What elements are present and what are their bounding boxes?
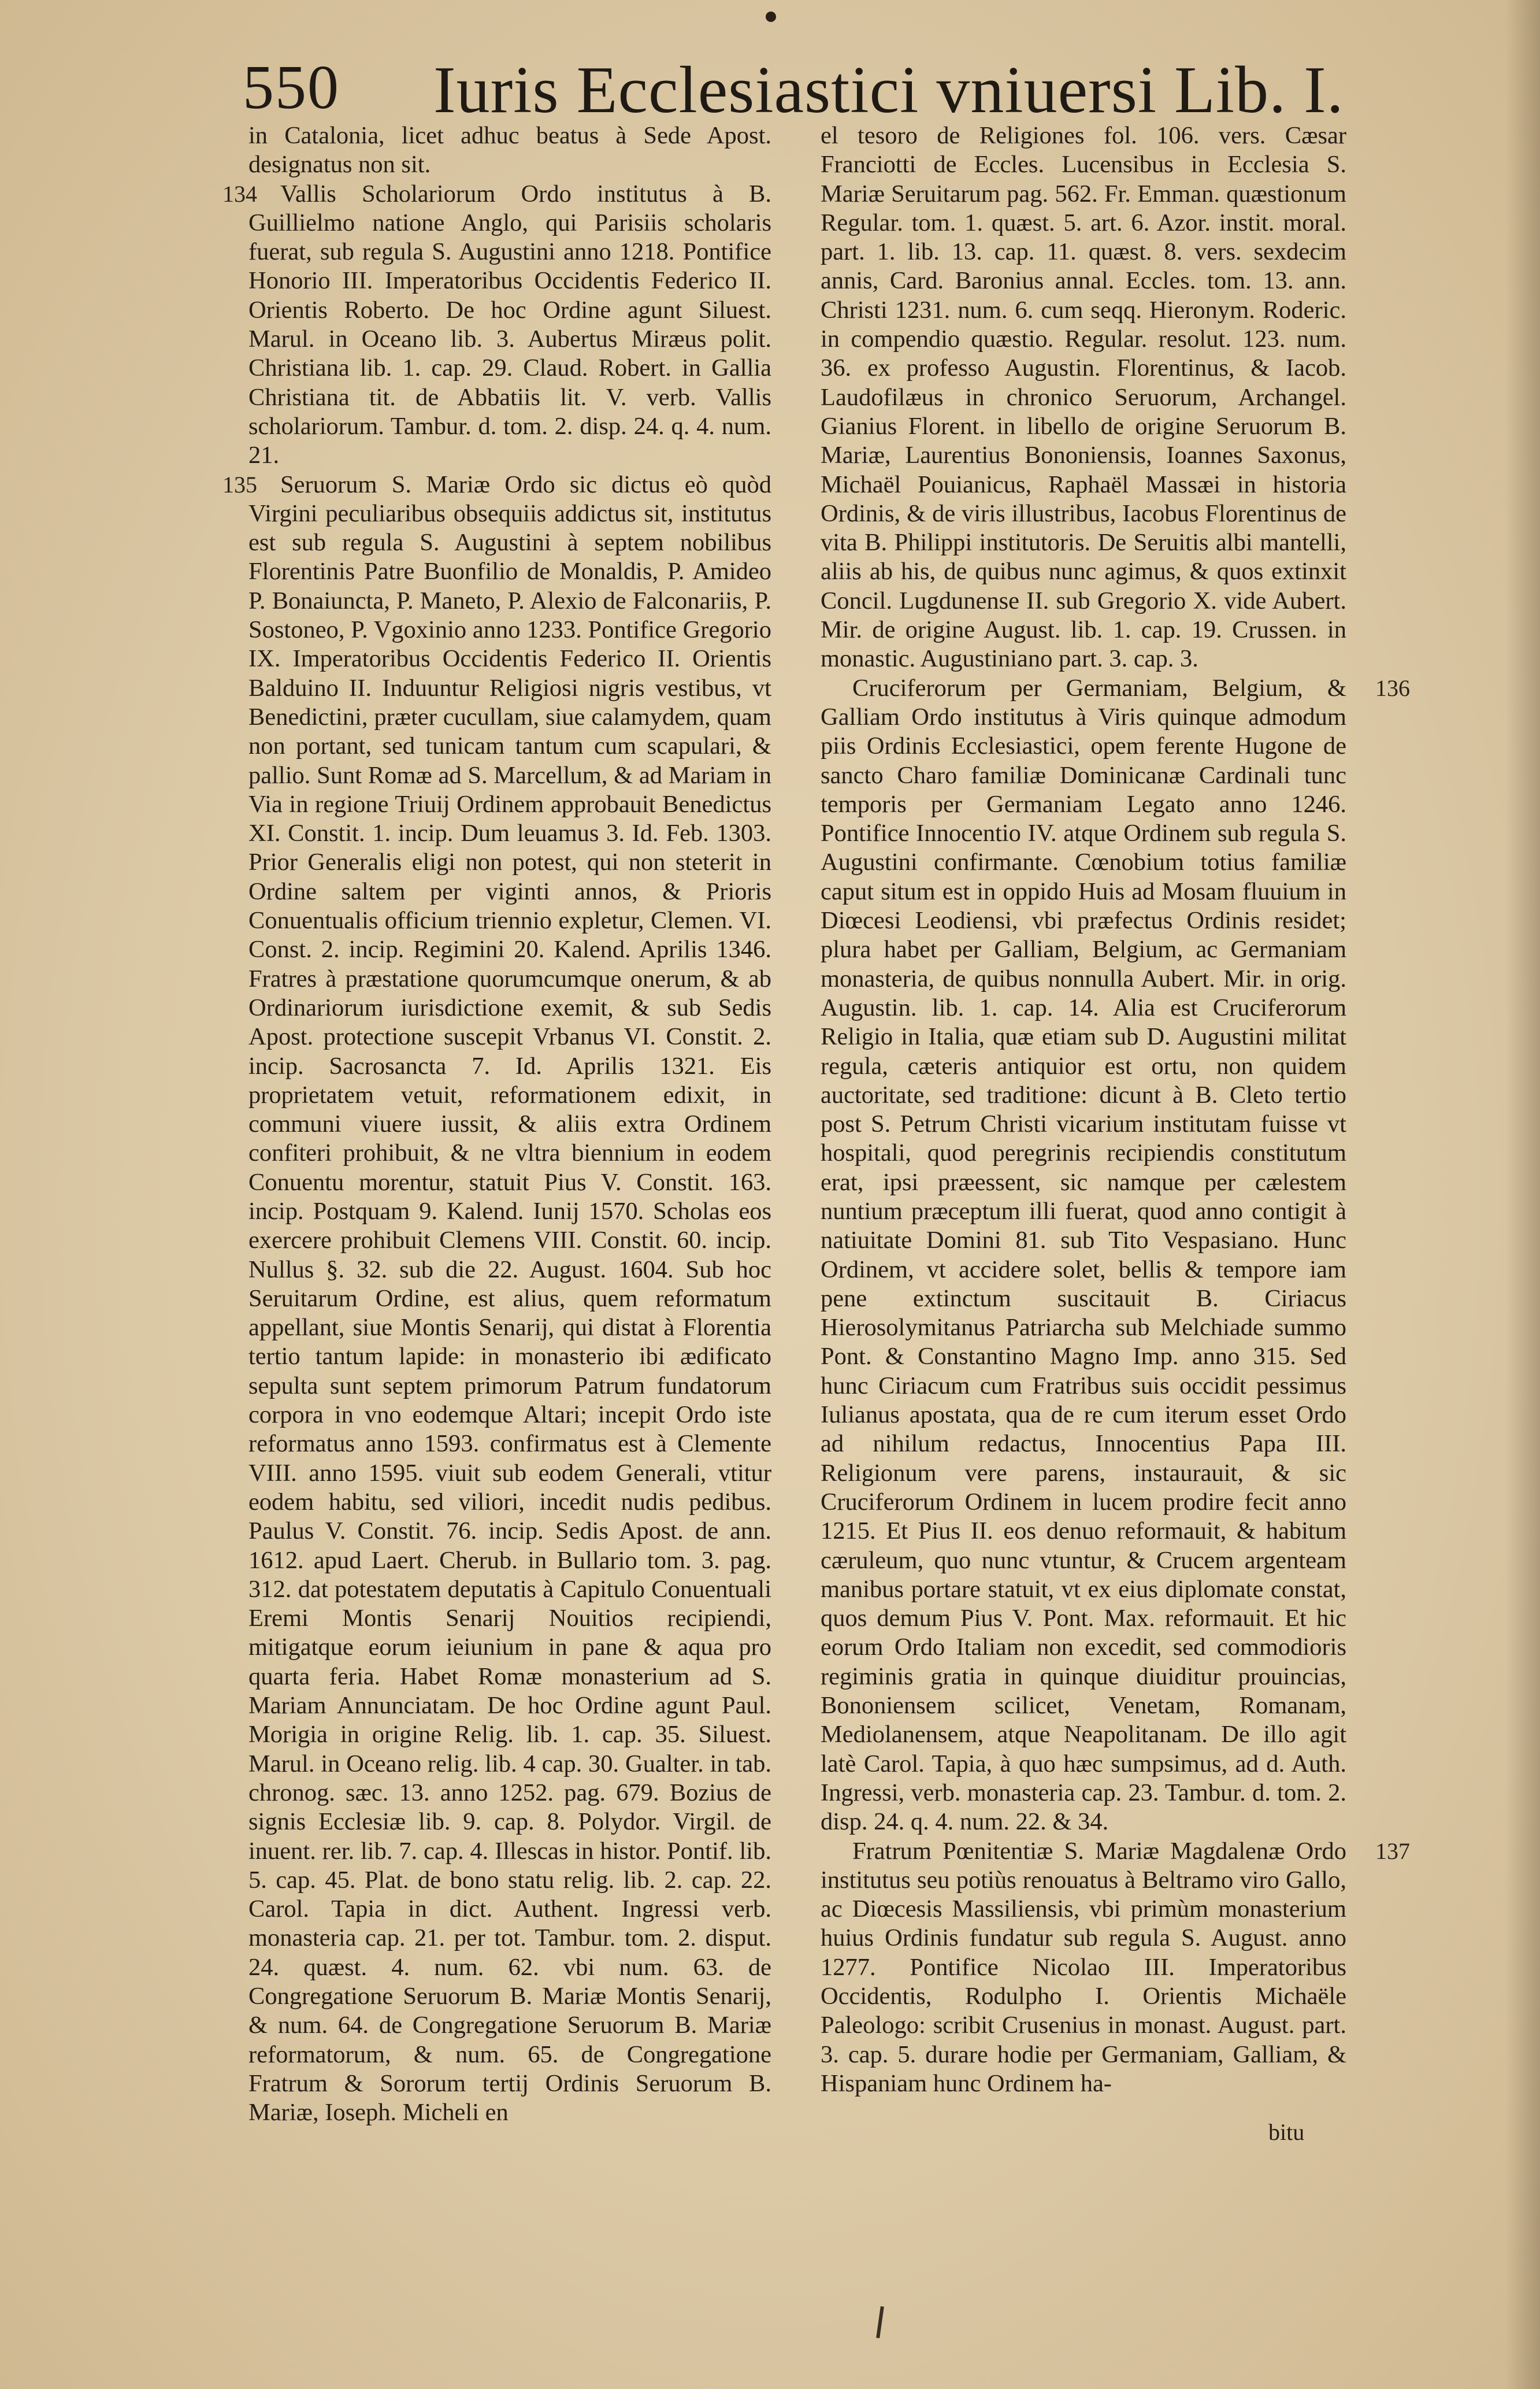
running-title: Iuris Ecclesiastici vniuersi Lib. I. [433, 53, 1344, 127]
right-column [821, 121, 1410, 2098]
paragraph-text: Seruorum S. Mariæ Ordo sic dictus eò quòd Virgini peculiaribus obsequiis addictus sit, institutus est sub regula S. Augustini à septem nobilibus Florentinis Patre Buonfilio de Monaldis, P. Amideo P. Bonaiuncta, P. Maneto, P. Alexio de Falconariis, P. Sostoneo, P. Vgoxinio anno 1233. Pontifice Gregorio IX. Imperatoribus Occidentis Federico II. Orientis Balduino II. Induuntur Religiosi nigris vestibus, vt Benedictini, præter cucullam, siue calamydem, quam non portant, sed tunicam tantum cum scapulari, & pallio. Sunt Romæ ad S. Marcellum, & ad Mariam in Via in regione Triuij Ordinem approbauit Benedictus XI. Constit. 1. incip. Dum leuamus 3. Id. Feb. 1303. Prior Generalis eligi non potest, qui non steterit in Ordine saltem per viginti annos, & Prioris Conuentualis officium triennio expletur, Clemen. VI. Const. 2. incip. Regimini 20. Kalend. Aprilis 1346. Fratres à præstatione quorumcumque onerum, & ab Ordinariorum iurisdictione exemit, & sub Sedis Apost. protectione suscepit Vrbanus VI. Constit. 2. incip. Sacrosancta 7. Id. Aprilis 1321. Eis proprietatem vetuit, reformationem edixit, in communi viuere iussit, & aliis extra Ordinem confiteri prohibuit, & ne vltra biennium in eodem Conuentu morentur, statuit Pius V. Constit. 163. incip. Postquam 9. Kalend. Iunij 1570. Scholas eos exercere prohibuit Clemens VIII. Constit. 60. incip. Nullus §. 32. sub die 22. August. 1604. Sub hoc Seruitarum Ordine, est alius, quem reformatum appellant, siue Montis Senarij, qui distat à Florentia tertio tantum lapide: in monasterio ibi ædificato sepulta sunt septem primorum Patrum fundatorum corpora in vno eodemque Altari; incepit Ordo iste reformatus anno 1593. confirmatus est à Clemente VIII. anno 1595. viuit sub eodem Generali, vtitur eodem habitu, sed viliori, incedit nudis pedibus. Paulus V. Constit. 76. incip. Sedis Apost. de ann. 1612. apud Laert. Cherub. in Bullario tom. 3. pag. 312. dat potestatem deputatis à Capitulo Conuentuali Eremi Montis Senarij Nouitios recipiendi, mitigatque eorum ieiunium in pane & aqua pro quarta feria. Habet Romæ monasterium ad S. Mariam Annunciatam. De hoc Ordine agunt Paul. Morigia in origine Relig. lib. 1. cap. 35. Siluest. Marul. in Oceano relig. lib. 4 cap. 30. Gualter. in tab. chronog. sæc. 13. anno 1252. pag. 679. Bozius de signis Ecclesiæ lib. 9. cap. 8. Polydor. Virgil. de inuent. rer. lib. 7. cap. 4. Illescas in histor. Pontif. lib. 5. cap. 45. Plat. de bono statu relig. lib. 2. cap. 22. Carol. Tapia in dict. Authent. Ingressi verb. monasteria cap. 21. per tot. Tambur. tom. 2. disput. 24. quæst. 4. num. 62. vbi num. 63. de Congregatione Seruorum B. Mariæ Montis Senarij, & num. 64. de Congregatione Seruorum B. Mariæ reformatorum, & num. 65. de Congregatione Fratrum & Sororum tertij Ordinis Seruorum B. Mariæ, Ioseph. Micheli en [248, 471, 771, 2127]
section-number: 136 [1375, 675, 1410, 701]
paragraph-continuation [821, 121, 1346, 674]
paragraph-text: in Catalonia, licet adhuc beatus à Sede Apost. designatus non sit. [248, 122, 771, 179]
paragraph-134 [222, 180, 771, 471]
section-number: 137 [1375, 1838, 1410, 1864]
left-column [222, 121, 771, 2127]
section-number: 134 [222, 180, 257, 207]
paragraph-text: el tesoro de Religiones fol. 106. vers. Cæsar Franciotti de Eccles. Lucensibus in Ecclesia S. Mariæ Seruitarum pag. 562. Fr. Emman. quæstionum Regular. tom. 1. quæst. 5. art. 6. Azor. instit. moral. part. 1. lib. 13. cap. 11. quæst. 8. vers. sexdecim annis, Card. Baronius annal. Eccles. tom. 13. ann. Christi 1231. num. 6. cum seqq. Hieronym. Roderic. in compendio quæstio. Regular. resolut. 123. num. 36. ex professo Augustin. Florentinus, & Iacob. Laudofilæus in chronico Seruorum, Archangel. Gianius Florent. in libello de origine Seruorum B. Mariæ, Laurentius Bononiensis, Ioannes Saxonus, Michaël Pouianicus, Raphaël Massæi in historia Ordinis, & de viris illustribus, Iacobus Florentinus de vita B. Philippi institutoris. De Seruitis albi mantelli, aliis ab his, de quibus nunc agimus, & quos extinxit Concil. Lugdunense II. sub Gregorio X. vide Aubert. Mir. de origine August. lib. 1. cap. 19. Crussen. in monastic. Augustiniano part. 3. cap. 3. [821, 122, 1346, 673]
page-edge-shadow [1505, 0, 1540, 2389]
paragraph-text: Vallis Scholariorum Ordo institutus à B. Guillielmo natione Anglo, qui Parisiis scholaris fuerat, sub regula S. Augustini anno 1218. Pontifice Honorio III. Imperatoribus Occidentis Federico II. Orientis Roberto. De hoc Ordine agunt Siluest. Marul. in Oceano lib. 3. Aubertus Miræus polit. Christiana lib. 1. cap. 29. Claud. Robert. in Gallia Christiana tit. de Abbatiis lit. V. verb. Vallis scholariorum. Tambur. d. tom. 2. disp. 24. q. 4. num. 21. [248, 180, 771, 469]
paragraph-135 [222, 471, 771, 2128]
catchword: bitu [1268, 2119, 1305, 2145]
paragraph-text: Cruciferorum per Germaniam, Belgium, & Galliam Ordo institutus à Viris quinque admodum piis Ordinis Ecclesiastici, opem ferente Hugone de sancto Charo familiæ Dominicanæ Cardinali tunc temporis per Germaniam Legato anno 1246. Pontifice Innocentio IV. atque Ordinem sub regula S. Augustini confirmante. Cœnobium totius familiæ caput situm est in oppido Huis ad Mosam fluuium in Diœcesi Leodiensi, vbi præfectus Ordinis residet; plura habet per Galliam, Belgium, ac Germaniam monasteria, de quibus nonnulla Aubert. Mir. in orig. Augustin. lib. 1. cap. 14. Alia est Cruciferorum Religio in Italia, quæ etiam sub D. Augustini militat regula, cæteris antiquior est ortu, non quidem auctoritate, sed traditione: dicunt à B. Cleto tertio post S. Petrum Christi vicarium institutam fuisse vt hospitali, quod peregrinis recipiendis constitutum erat, ipsi præessent, sic namque per cælestem nuntium præceptum illi fuerat, quod anno contigit à natiuitate Domini 81. sub Tito Vespasiano. Hunc Ordinem, vt accidere solet, bellis & tempore iam pene extinctum suscitauit B. Ciriacus Hierosolymitanus Patriarcha sub Melchiade summo Pont. & Constantino Magno Imp. anno 315. Sed hunc Ciriacum cum Fratribus suis occidit pessimus Iulianus apostata, qua de re cum iterum esset Ordo ad nihilum redactus, Innocentius Papa III. Religionum vere parens, instaurauit, & sic Cruciferorum Ordinem in lucem prodire fecit anno 1215. Et Pius II. eos denuo reformauit, & habitum cæruleum, quo nunc vtuntur, & Crucem argenteam manibus portare statuit, vt ex eius diplomate constat, quos demum Pius V. Pont. Max. reformauit. Et hic eorum Ordo Italiam non excedit, sed commodioris regiminis gratia in quinque diuiditur prouincias, Bononiensem scilicet, Venetam, Romanam, Mediolanensem, atque Neapolitanam. De illo agit latè Carol. Tapia, à quo hæc sumpsimus, ad d. Auth. Ingressi, verb. monasteria cap. 23. Tambur. d. tom. 2. disp. 24. q. 4. num. 22. & 34. [821, 674, 1346, 1836]
paragraph-137 [821, 1837, 1410, 2099]
paragraph-text: Fratrum Pœnitentiæ S. Mariæ Magdalenæ Ordo institutus seu potiùs renouatus à Beltramo viro Gallo, ac Diœcesis Massiliensis, vbi primùm monasterium huius Ordinis fundatur sub regula S. August. anno 1277. Pontifice Nicolao III. Imperatoribus Occidentis, Rodulpho I. Orientis Michaële Paleologo: scribit Crusenius in monast. August. part. 3. cap. 5. durare hodie per Germaniam, Galliam, & Hispaniam hunc Ordinem ha- [821, 1837, 1346, 2097]
ink-mark [876, 2306, 884, 2338]
page-number: 550 [243, 53, 340, 122]
section-number: 135 [222, 471, 257, 498]
paragraph-136 [821, 674, 1410, 1837]
paragraph-continuation [248, 121, 771, 180]
page-header [243, 52, 1344, 127]
ink-spot [766, 12, 776, 22]
